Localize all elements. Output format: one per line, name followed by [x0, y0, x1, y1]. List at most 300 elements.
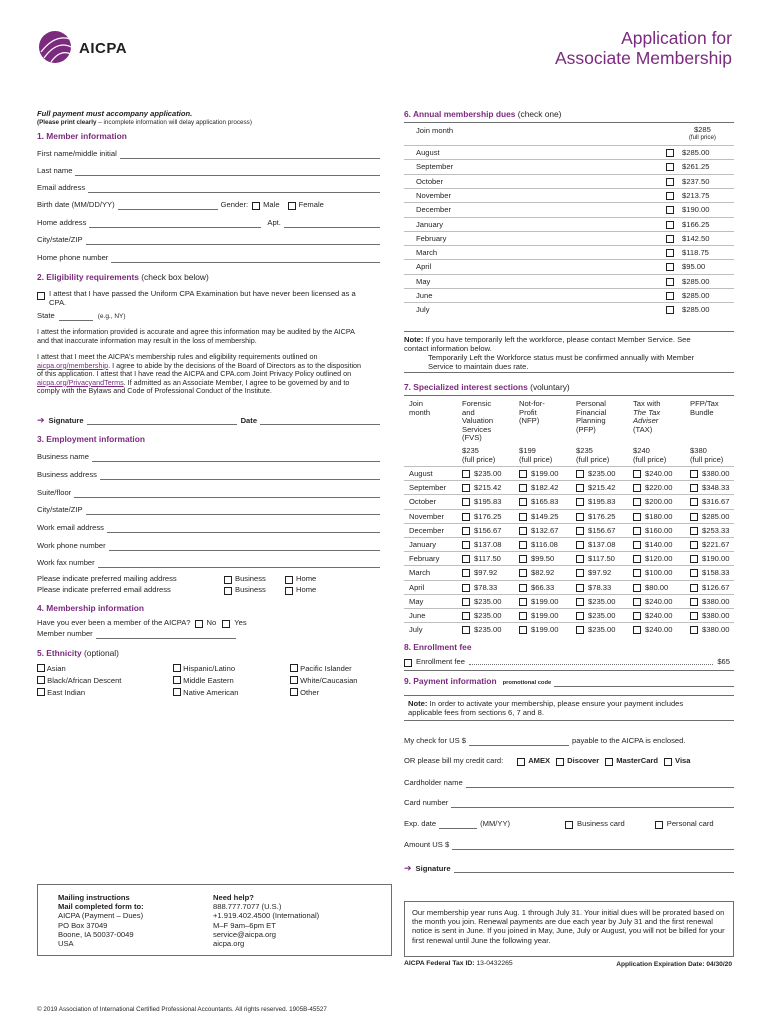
section-2-note: (check box below)	[138, 272, 209, 282]
ethnicity-option-white[interactable]	[290, 676, 358, 686]
work-phone-label: Work phone number	[37, 541, 106, 550]
interest-head-line: (NFP)	[519, 416, 540, 426]
interest-row	[404, 466, 734, 480]
interest-checkbox[interactable]	[690, 527, 698, 535]
work-fax-label: Work fax number	[37, 558, 95, 567]
date-label: Date	[240, 415, 258, 425]
male-checkbox[interactable]	[252, 202, 260, 210]
interest-amount: $240.00	[645, 611, 673, 620]
dues-checkbox[interactable]	[666, 263, 674, 271]
dues-month: March	[416, 248, 438, 258]
interest-checkbox[interactable]	[462, 555, 470, 563]
email-business-checkbox[interactable]	[224, 587, 232, 595]
interest-checkbox[interactable]	[633, 541, 641, 549]
interest-head-line: Planning	[576, 416, 606, 426]
interest-checkbox[interactable]	[633, 569, 641, 577]
email-field[interactable]	[88, 185, 380, 193]
interest-amount: $66.33	[531, 582, 555, 592]
dues-amount: $237.50	[682, 176, 710, 186]
home-address-field[interactable]	[89, 220, 261, 228]
aicpa-globe-icon	[37, 30, 73, 64]
attest-paragraph-2	[37, 353, 367, 396]
section-7-heading: 7. Specialized interest sections	[404, 382, 528, 392]
dues-checkbox[interactable]	[666, 221, 674, 229]
signature-label: Signature	[48, 415, 84, 425]
interest-join-month-header: Join month	[409, 399, 431, 417]
interest-amount: $199.00	[531, 611, 559, 620]
interest-price	[519, 446, 552, 464]
suite-label: Suite/floor	[37, 488, 72, 497]
home-phone-field[interactable]	[111, 255, 380, 263]
mail-business-checkbox[interactable]	[224, 576, 232, 584]
cardholder-field[interactable]	[466, 780, 734, 788]
interest-head-line: Profit	[519, 407, 537, 417]
interest-checkbox[interactable]	[576, 626, 584, 634]
enrollment-checkbox[interactable]	[404, 659, 412, 667]
section-7-note: (voluntary)	[527, 382, 570, 392]
interest-checkbox[interactable]	[519, 484, 527, 492]
asian-label: Asian	[46, 664, 66, 673]
interest-amount: $137.08	[474, 540, 502, 549]
interest-checkbox[interactable]	[462, 527, 470, 535]
dues-month: September	[416, 162, 454, 172]
check-row	[404, 737, 734, 746]
interest-checkbox[interactable]	[519, 584, 527, 592]
dues-amount: $118.75	[682, 248, 709, 258]
interest-checkbox[interactable]	[690, 555, 698, 563]
exp-label: Exp. date	[404, 819, 437, 828]
female-checkbox[interactable]	[288, 202, 296, 210]
interest-amount: $99.50	[531, 554, 555, 564]
home-phone-label: Home phone number	[37, 253, 109, 262]
interest-checkbox[interactable]	[576, 513, 584, 521]
birth-row	[37, 201, 380, 210]
white-checkbox[interactable]	[290, 676, 298, 684]
interest-head-line: The Tax	[633, 407, 661, 417]
dues-checkbox[interactable]	[666, 235, 674, 243]
interest-checkbox[interactable]	[633, 584, 641, 592]
signature-field[interactable]	[87, 417, 237, 425]
interest-checkbox[interactable]	[690, 541, 698, 549]
check-amount-field[interactable]	[469, 738, 569, 746]
section-9-header	[404, 677, 734, 687]
interest-checkbox[interactable]	[633, 484, 641, 492]
attest-text-c: . If admitted as an Associate Member, I agree to be governed by and to comply with the Bylaws and Code of Professional Conduct of the Institute.	[37, 377, 350, 396]
interest-checkbox[interactable]	[576, 569, 584, 577]
copyright: © 2019 Association of International Certified Professional Accountants. All rights reserved. 1905B-45527	[37, 1006, 327, 1013]
business-city-field[interactable]	[86, 507, 380, 515]
interest-row	[404, 608, 734, 622]
interest-row	[404, 523, 734, 537]
native-american-checkbox[interactable]	[173, 688, 181, 696]
state-row	[37, 312, 126, 321]
dues-checkbox[interactable]	[666, 149, 674, 157]
pacific-checkbox[interactable]	[290, 664, 298, 672]
interest-checkbox[interactable]	[633, 527, 641, 535]
interest-checkbox[interactable]	[633, 513, 641, 521]
interest-month: April	[409, 582, 425, 592]
interest-checkbox[interactable]	[576, 527, 584, 535]
dues-row	[404, 274, 734, 288]
interest-checkbox[interactable]	[519, 541, 527, 549]
workforce-note-text: If you have temporarily left the workforce, please contact Member Service. See contact information below.	[404, 335, 691, 353]
pacific-label: Pacific Islander	[300, 664, 352, 673]
interest-checkbox[interactable]	[462, 541, 470, 549]
payment-note: Full payment must accompany application.	[37, 109, 193, 118]
ethnicity-option-other[interactable]	[290, 688, 319, 698]
interest-amount: $348.33	[702, 483, 730, 493]
cpa-exam-attest: I attest that I have passed the Uniform CPA Examination but have never been licensed as a CPA.	[49, 289, 356, 307]
ethnicity-option-pacific[interactable]	[290, 664, 352, 674]
payment-signature-field[interactable]	[454, 865, 734, 873]
workforce-note-box	[404, 331, 734, 373]
dues-month: August	[416, 148, 440, 157]
visa-checkbox[interactable]	[664, 758, 672, 766]
interest-full-price: (full price)	[633, 455, 667, 464]
interest-checkbox[interactable]	[462, 584, 470, 592]
interest-checkbox[interactable]	[633, 470, 641, 478]
interest-full-price: (full price)	[519, 455, 553, 464]
mailing-line-3: Boone, IA 50037-0049	[58, 929, 134, 939]
suite-row	[37, 489, 380, 498]
interest-head-line: Not-for-	[519, 399, 545, 408]
interest-checkbox[interactable]	[462, 484, 470, 492]
workforce-note-label: Note:	[404, 335, 424, 344]
interest-amount: $195.83	[588, 497, 616, 507]
date-field[interactable]	[260, 417, 380, 425]
dues-checkbox[interactable]	[666, 292, 674, 300]
interest-head-line: Services	[462, 424, 492, 434]
interest-checkbox[interactable]	[462, 513, 470, 521]
interest-head	[690, 400, 719, 417]
dues-checkbox[interactable]	[666, 306, 674, 314]
personal-card-checkbox[interactable]	[655, 821, 663, 829]
dues-row	[404, 245, 734, 259]
membership-link[interactable]: aicpa.org/membership	[37, 360, 109, 370]
interest-checkbox[interactable]	[633, 612, 641, 620]
interest-checkbox[interactable]	[576, 541, 584, 549]
title-line-1: Application for	[621, 28, 732, 48]
city-label: City/state/ZIP	[37, 235, 83, 244]
email-home-checkbox[interactable]	[285, 587, 293, 595]
dues-price-header	[689, 126, 716, 142]
card-number-field[interactable]	[451, 800, 734, 808]
interest-month: February	[409, 554, 440, 564]
interest-month: September	[409, 483, 447, 493]
interest-checkbox[interactable]	[576, 612, 584, 620]
work-phone-field[interactable]	[109, 543, 380, 551]
dues-row	[404, 288, 734, 302]
state-label: State	[37, 311, 55, 320]
member-no-checkbox[interactable]	[195, 620, 203, 628]
interest-checkbox[interactable]	[519, 598, 527, 606]
member-number-row	[37, 630, 236, 639]
state-example: (e.g., NY)	[97, 313, 126, 321]
section-7-title	[404, 383, 570, 393]
dues-amount: $285.00	[682, 305, 710, 315]
last-name-label: Last name	[37, 166, 73, 175]
interest-amount: $180.00	[645, 511, 673, 521]
home-address-row	[37, 219, 380, 228]
mail-home-checkbox[interactable]	[285, 576, 293, 584]
right-column	[404, 110, 734, 900]
dues-amount: $285.00	[682, 148, 710, 157]
interest-head	[519, 400, 545, 426]
dues-month: May	[416, 276, 431, 286]
interest-checkbox[interactable]	[462, 626, 470, 634]
dues-price: $285	[693, 125, 711, 134]
member-number-field[interactable]	[96, 631, 236, 639]
help-email: service@aicpa.org	[213, 929, 277, 939]
interest-month: May	[409, 596, 424, 606]
interest-checkbox[interactable]	[576, 584, 584, 592]
dues-amount: $285.00	[682, 276, 710, 286]
other-checkbox[interactable]	[290, 688, 298, 696]
attest-text-b: . I agree to abide by the decisions of the Board of Directors as to the disposition of this application. I attest that I have read the AICPA and CPA.com Joint Privacy Policy outlined on	[37, 360, 362, 379]
section-5-heading: 5. Ethnicity	[37, 648, 82, 658]
interest-checkbox[interactable]	[690, 584, 698, 592]
exp-field[interactable]	[439, 821, 477, 829]
interest-amount: $80.00	[645, 582, 669, 592]
dues-month: December	[416, 205, 452, 215]
state-field[interactable]	[59, 313, 93, 321]
help-phone-us: 888.777.7077 (U.S.)	[213, 902, 282, 912]
dues-row	[404, 188, 734, 202]
member-question: Have you ever been a member of the AICPA?	[37, 618, 191, 627]
city-field[interactable]	[86, 237, 380, 245]
interest-checkbox[interactable]	[633, 498, 641, 506]
dues-row	[404, 145, 734, 159]
interest-table	[404, 395, 734, 637]
payment-signature-row	[404, 863, 734, 873]
interest-checkbox[interactable]	[576, 484, 584, 492]
ethnicity-option-middle-eastern[interactable]	[173, 676, 234, 686]
interest-amount: $380.00	[702, 611, 730, 620]
interest-amount: $97.92	[474, 568, 498, 578]
interest-checkbox[interactable]	[519, 498, 527, 506]
interest-row	[404, 494, 734, 508]
interest-price-value: $240	[633, 446, 650, 455]
interest-row	[404, 551, 734, 565]
interest-amount: $240.00	[645, 625, 673, 635]
interest-checkbox[interactable]	[690, 498, 698, 506]
interest-checkbox[interactable]	[519, 527, 527, 535]
interest-checkbox[interactable]	[633, 555, 641, 563]
ethnicity-option-black[interactable]	[37, 676, 121, 686]
interest-amount: $235.00	[474, 625, 502, 635]
promo-field[interactable]	[554, 679, 734, 687]
dues-checkbox[interactable]	[666, 163, 674, 171]
mastercard-checkbox[interactable]	[605, 758, 613, 766]
interest-checkbox[interactable]	[519, 470, 527, 478]
payable-label: payable to the AICPA is enclosed.	[572, 736, 686, 745]
interest-amount: $78.33	[588, 582, 612, 592]
interest-checkbox[interactable]	[690, 484, 698, 492]
interest-checkbox[interactable]	[462, 498, 470, 506]
asian-checkbox[interactable]	[37, 664, 45, 672]
interest-amount: $120.00	[645, 554, 673, 564]
business-address-label: Business address	[37, 470, 97, 479]
enrollment-amount: $65	[717, 657, 730, 666]
interest-head-line: (FVS)	[462, 433, 482, 443]
interest-amount: $199.00	[531, 625, 559, 635]
city-row	[37, 236, 380, 245]
middle-eastern-checkbox[interactable]	[173, 676, 181, 684]
mail-home-label: Home	[296, 574, 317, 583]
ethnicity-option-native-american[interactable]	[173, 688, 238, 698]
dues-amount: $261.25	[682, 162, 710, 172]
interest-checkbox[interactable]	[519, 569, 527, 577]
home-address-label: Home address	[37, 218, 87, 227]
female-label: Female	[298, 200, 324, 209]
interest-checkbox[interactable]	[633, 598, 641, 606]
help-heading: Need help?	[213, 893, 254, 902]
business-address-field[interactable]	[100, 472, 380, 480]
section-5-note: (optional)	[81, 648, 119, 658]
dues-month: October	[416, 176, 444, 186]
interest-amount: $199.00	[531, 469, 559, 478]
interest-checkbox[interactable]	[462, 612, 470, 620]
interest-checkbox[interactable]	[576, 598, 584, 606]
amex-label: AMEX	[528, 756, 551, 765]
dues-checkbox[interactable]	[666, 178, 674, 186]
interest-price-value: $380	[690, 446, 707, 455]
interest-amount: $156.67	[588, 525, 616, 535]
interest-head-line: Personal	[576, 399, 606, 408]
interest-full-price: (full price)	[462, 455, 496, 464]
interest-month: January	[409, 540, 437, 549]
interest-checkbox[interactable]	[519, 612, 527, 620]
interest-head	[633, 400, 660, 434]
interest-month: June	[409, 611, 426, 620]
black-checkbox[interactable]	[37, 676, 45, 684]
interest-row	[404, 622, 734, 636]
business-city-label: City/state/ZIP	[37, 505, 83, 514]
cardholder-label: Cardholder name	[404, 778, 463, 787]
interest-checkbox[interactable]	[519, 626, 527, 634]
membership-year-note: Our membership year runs Aug. 1 through July 31. Your initial dues will be prorated based on the month you join. Renewal payments are due each year by July 31 and the first renewal notice is sent in June. If you joined in May, June, July or August, you will not be billed for your first renewal until June the following year.	[412, 908, 725, 945]
interest-amount: $176.25	[588, 511, 616, 521]
east-indian-checkbox[interactable]	[37, 688, 45, 696]
business-name-label: Business name	[37, 452, 89, 461]
mail-pref-row	[37, 575, 316, 584]
interest-checkbox[interactable]	[462, 569, 470, 577]
print-note-rest: – incomplete information will delay application process)	[96, 119, 252, 126]
work-fax-field[interactable]	[98, 560, 380, 568]
interest-head-line: Financial	[576, 407, 607, 417]
dues-amount: $95.00	[682, 262, 706, 272]
ethnicity-option-east-indian[interactable]	[37, 688, 85, 698]
print-note-bold: (Please print clearly	[37, 119, 97, 126]
payment-note-text	[408, 699, 708, 717]
workforce-note	[404, 335, 704, 353]
first-name-field[interactable]	[120, 151, 380, 159]
interest-amount: $235.00	[474, 469, 502, 478]
interest-checkbox[interactable]	[576, 498, 584, 506]
mailing-line-1: AICPA (Payment – Dues)	[58, 911, 144, 921]
interest-amount: $117.50	[474, 554, 501, 564]
interest-checkbox[interactable]	[576, 555, 584, 563]
interest-amount: $199.00	[531, 596, 559, 606]
discover-label: Discover	[567, 756, 600, 765]
dues-checkbox[interactable]	[666, 192, 674, 200]
dues-row	[404, 202, 734, 216]
ethnicity-option-asian[interactable]	[37, 664, 66, 674]
apt-field[interactable]	[284, 220, 380, 228]
interest-checkbox[interactable]	[690, 612, 698, 620]
interest-month: August	[409, 469, 433, 478]
dues-month: November	[416, 190, 452, 200]
interest-price	[633, 446, 666, 464]
work-email-field[interactable]	[107, 525, 380, 533]
mailing-subheading: Mail completed form to:	[58, 902, 144, 912]
interest-amount: $285.00	[702, 511, 730, 521]
interest-checkbox[interactable]	[690, 626, 698, 634]
help-phone-intl: +1.919.402.4500 (International)	[213, 911, 320, 921]
dues-row	[404, 159, 734, 173]
interest-amount: $235.00	[588, 611, 616, 620]
member-no-label: No	[206, 618, 217, 627]
interest-checkbox[interactable]	[519, 555, 527, 563]
discover-checkbox[interactable]	[556, 758, 564, 766]
interest-checkbox[interactable]	[576, 470, 584, 478]
section-6-title	[404, 110, 561, 120]
credit-card-row	[404, 757, 734, 766]
interest-checkbox[interactable]	[519, 513, 527, 521]
business-name-field[interactable]	[92, 454, 380, 462]
help-info	[213, 893, 319, 948]
interest-checkbox[interactable]	[690, 513, 698, 521]
interest-amount: $160.00	[645, 525, 673, 535]
member-yes-checkbox[interactable]	[222, 620, 230, 628]
dues-checkbox[interactable]	[666, 278, 674, 286]
dues-table	[404, 122, 734, 324]
dues-row	[404, 231, 734, 245]
payment-note-box	[404, 695, 734, 721]
interest-amount: $380.00	[702, 625, 730, 635]
attest-paragraph-1: I attest the information provided is accurate and agree this information may be audited by the AICPA and that inaccurate information may result in the loss of membership.	[37, 327, 355, 345]
member-number-label: Member number	[37, 629, 93, 638]
interest-checkbox[interactable]	[690, 569, 698, 577]
interest-checkbox[interactable]	[462, 470, 470, 478]
interest-row	[404, 580, 734, 594]
dues-checkbox[interactable]	[666, 206, 674, 214]
privacy-link[interactable]: aicpa.org/PrivacyandTerms	[37, 377, 124, 387]
dues-checkbox[interactable]	[666, 249, 674, 257]
amount-label: Amount US $	[404, 840, 450, 849]
interest-head-line: Tax with	[633, 399, 661, 408]
birth-field[interactable]	[118, 202, 218, 210]
interest-checkbox[interactable]	[633, 626, 641, 634]
interest-checkbox[interactable]	[690, 598, 698, 606]
native-american-label: Native American	[183, 688, 239, 697]
amex-checkbox[interactable]	[517, 758, 525, 766]
hispanic-checkbox[interactable]	[173, 664, 181, 672]
email-business-label: Business	[235, 585, 266, 594]
suite-field[interactable]	[74, 490, 380, 498]
interest-checkbox[interactable]	[690, 470, 698, 478]
business-card-checkbox[interactable]	[565, 821, 573, 829]
section-6-note: (check one)	[515, 109, 562, 119]
interest-checkbox[interactable]	[462, 598, 470, 606]
interest-amount: $176.25	[474, 511, 502, 521]
cpa-exam-checkbox[interactable]	[37, 292, 45, 300]
ethnicity-option-hispanic[interactable]	[173, 664, 235, 674]
dues-month: February	[416, 233, 447, 243]
check-label: My check for US $	[404, 736, 467, 745]
last-name-field[interactable]	[75, 168, 380, 176]
amount-field[interactable]	[452, 842, 734, 850]
